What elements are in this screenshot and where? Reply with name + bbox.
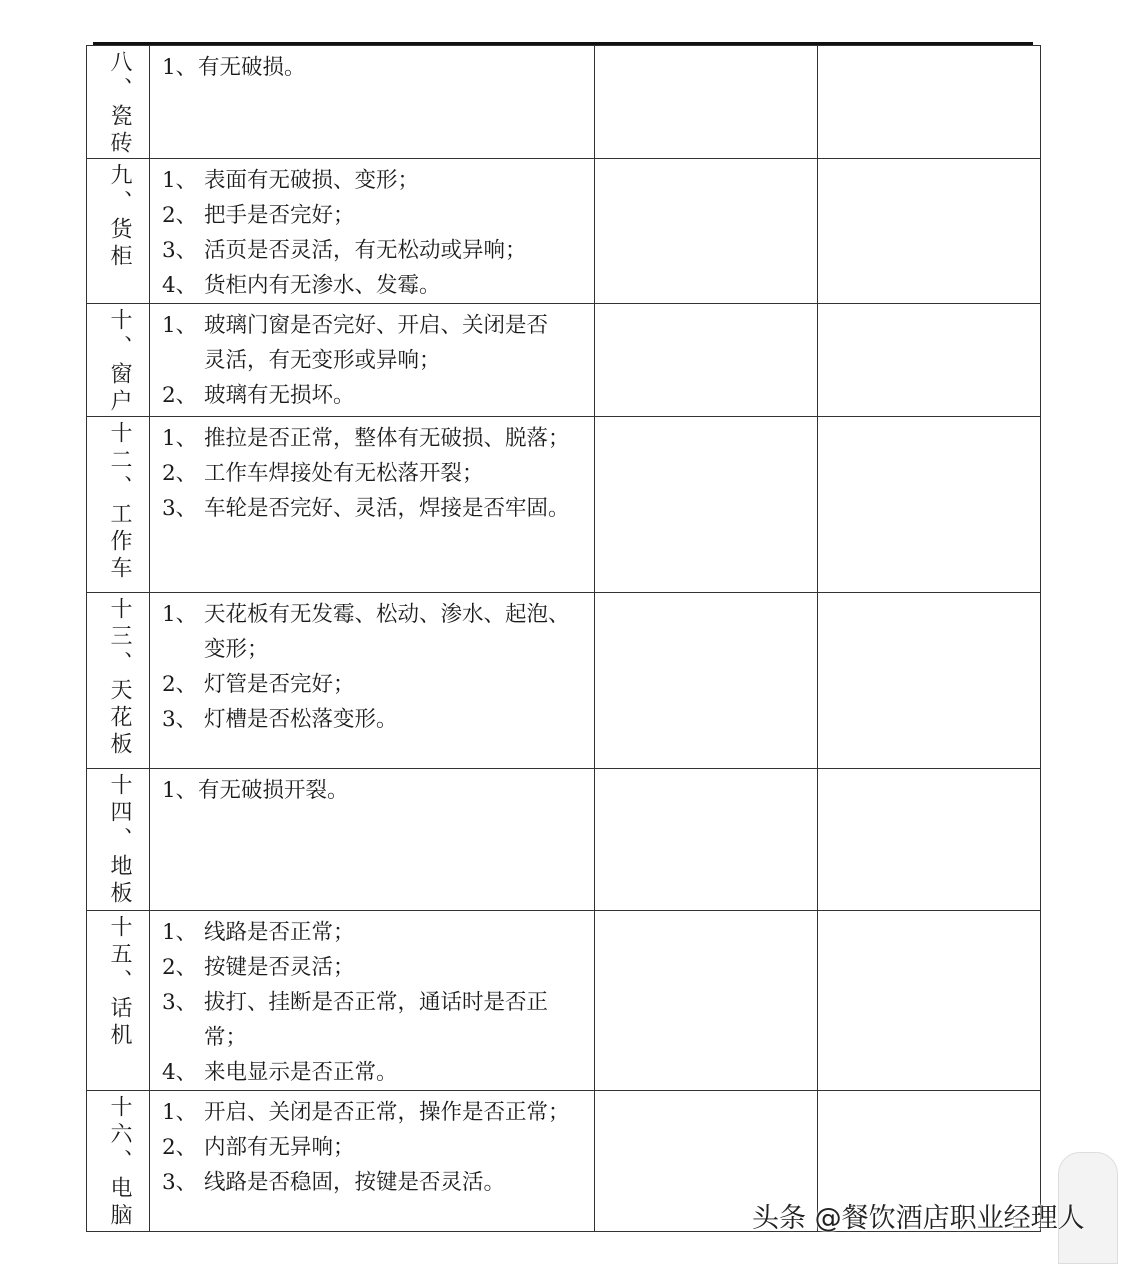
check-item: 3、 拔打、挂断是否正常，通话时是否正 [162, 990, 549, 1015]
check-item: 3、 车轮是否完好、灵活，焊接是否牢固。 [162, 496, 570, 521]
blank-cell [595, 159, 818, 304]
check-item: 1、 线路是否正常； [162, 920, 355, 945]
check-item: 1、 有无破损。 [162, 55, 306, 80]
check-item: 3、 线路是否稳固，按键是否灵活。 [162, 1170, 506, 1195]
check-item: 1、 推拉是否正常，整体有无破损、脱落； [162, 426, 570, 451]
check-item: 常； [204, 1025, 248, 1050]
category-label: 十、窗户 [107, 308, 132, 416]
check-item: 2、 工作车焊接处有无松落开裂； [162, 461, 484, 486]
table-row [87, 417, 1041, 593]
blank-cell [595, 304, 818, 417]
blank-cell [595, 46, 818, 159]
category-label: 十二、工作车 [107, 421, 132, 583]
check-item: 1、 表面有无破损、变形； [162, 168, 420, 193]
check-items-cell [150, 911, 595, 1091]
check-item: 1、 开启、关闭是否正常，操作是否正常； [162, 1100, 570, 1125]
blank-cell [595, 417, 818, 593]
category-label: 八、瓷砖 [107, 50, 132, 158]
check-item: 2、 把手是否完好； [162, 203, 355, 228]
check-item: 变形； [204, 637, 269, 662]
check-item: 2、 按键是否灵活； [162, 955, 355, 980]
check-item: 1、 天花板有无发霉、松动、渗水、起泡、 [162, 602, 570, 627]
check-item: 2、 灯管是否完好； [162, 672, 355, 697]
check-items-cell [150, 1091, 595, 1232]
table-row [87, 911, 1041, 1091]
category-cell [87, 1091, 150, 1232]
blank-cell [818, 159, 1041, 304]
category-label: 十五、话机 [107, 915, 132, 1050]
category-cell [87, 159, 150, 304]
category-cell [87, 304, 150, 417]
table-row [87, 304, 1041, 417]
table-row [87, 769, 1041, 911]
blank-cell [818, 593, 1041, 769]
table-row [87, 46, 1041, 159]
check-item: 4、 来电显示是否正常。 [162, 1060, 398, 1085]
blank-cell [818, 911, 1041, 1091]
check-item: 2、 玻璃有无损坏。 [162, 383, 355, 408]
category-label: 十六、电脑 [107, 1095, 132, 1230]
category-label: 九、货柜 [107, 163, 132, 271]
check-items-cell [150, 417, 595, 593]
category-cell [87, 769, 150, 911]
category-cell [87, 417, 150, 593]
category-cell [87, 911, 150, 1091]
check-items-cell [150, 46, 595, 159]
check-item: 1、 玻璃门窗是否完好、开启、关闭是否 [162, 313, 549, 338]
check-item: 2、 内部有无异响； [162, 1135, 355, 1160]
blank-cell [818, 304, 1041, 417]
blank-cell [595, 911, 818, 1091]
blank-cell [595, 769, 818, 911]
category-label: 十四、地板 [107, 773, 132, 908]
watermark-text: 头条 @餐饮酒店职业经理人 [752, 1203, 1085, 1234]
blank-cell [595, 593, 818, 769]
check-items-cell [150, 304, 595, 417]
category-cell [87, 46, 150, 159]
inspection-table [86, 45, 1041, 1232]
check-item: 3、 灯槽是否松落变形。 [162, 707, 398, 732]
blank-cell [818, 46, 1041, 159]
table-row [87, 593, 1041, 769]
table-row [87, 159, 1041, 304]
check-item: 灵活，有无变形或异响； [204, 348, 441, 373]
check-item: 4、 货柜内有无渗水、发霉。 [162, 273, 441, 298]
blank-cell [818, 417, 1041, 593]
check-item: 1、 有无破损开裂。 [162, 778, 349, 803]
category-label: 十三、天花板 [107, 597, 132, 759]
check-item: 3、 活页是否灵活，有无松动或异响； [162, 238, 527, 263]
check-items-cell [150, 593, 595, 769]
check-items-cell [150, 769, 595, 911]
category-cell [87, 593, 150, 769]
check-items-cell [150, 159, 595, 304]
blank-cell [818, 769, 1041, 911]
